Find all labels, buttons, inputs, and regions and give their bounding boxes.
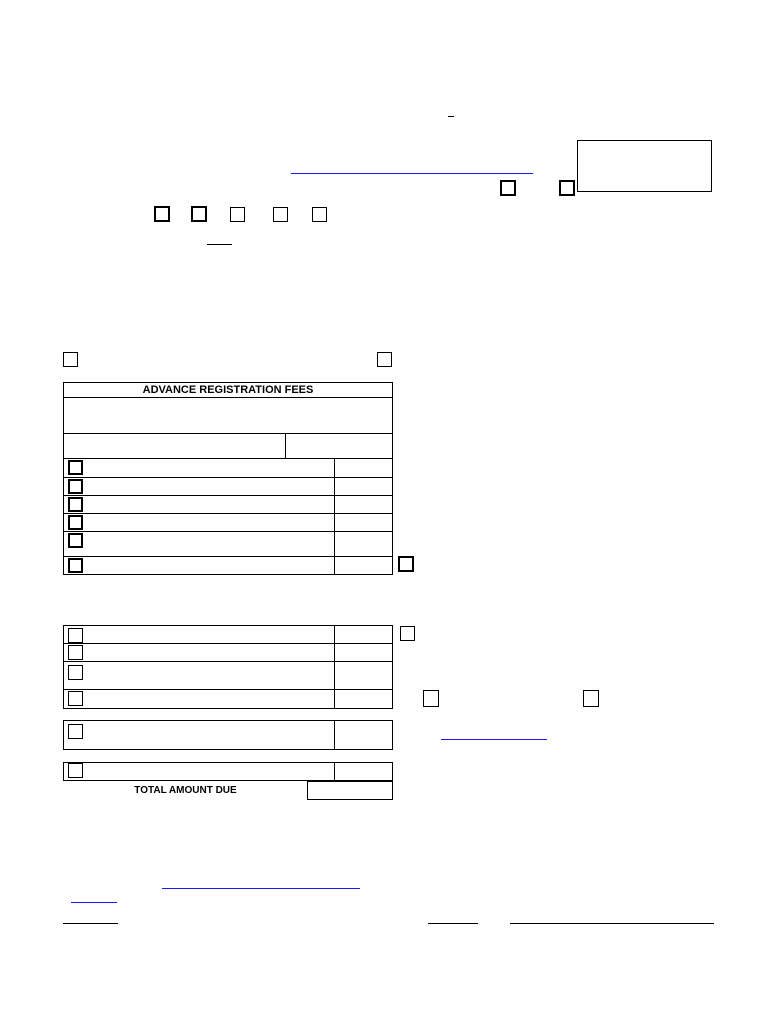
fee-row-9 (63, 662, 393, 690)
email-link-underline[interactable] (291, 173, 533, 174)
footer-link-underline-1[interactable] (162, 888, 360, 889)
fee-row-1 (63, 459, 393, 478)
fee-checkbox-5[interactable] (68, 533, 83, 548)
fee-checkbox-11[interactable] (68, 724, 83, 739)
option-checkbox-b[interactable] (559, 180, 575, 196)
fee-row-6 (63, 557, 393, 575)
fee-checkbox-7[interactable] (68, 628, 83, 643)
option-checkbox-a[interactable] (500, 180, 516, 196)
member-checkbox-right[interactable] (377, 352, 392, 367)
fee-row-8 (63, 644, 393, 662)
total-amount-label: TOTAL AMOUNT DUE (134, 785, 237, 796)
type-checkbox-3[interactable] (230, 207, 245, 222)
subheader-divider (285, 434, 286, 459)
short-underline (207, 244, 232, 245)
member-checkbox-left[interactable] (63, 352, 78, 367)
fees-table-subheader-row (63, 434, 393, 459)
fee-row-11 (63, 720, 393, 750)
fee-checkbox-4[interactable] (68, 515, 83, 530)
fee-checkbox-6[interactable] (68, 558, 83, 573)
payment-checkbox-right[interactable] (583, 690, 599, 707)
amount-column-divider-4 (334, 762, 335, 781)
type-checkbox-5[interactable] (312, 207, 327, 222)
amount-column-divider-1 (334, 459, 335, 575)
fee-checkbox-9[interactable] (68, 665, 83, 680)
fee-checkbox-10[interactable] (68, 691, 83, 706)
small-dash (448, 116, 454, 117)
fee-row-5 (63, 532, 393, 557)
side-checkbox-2[interactable] (400, 626, 415, 641)
side-checkbox-1[interactable] (398, 556, 414, 572)
fee-checkbox-1[interactable] (68, 460, 83, 475)
fees-table-description-row (63, 398, 393, 434)
type-checkbox-4[interactable] (273, 207, 288, 222)
payment-link-underline[interactable] (441, 739, 547, 740)
fee-checkbox-8[interactable] (68, 645, 83, 660)
fee-row-2 (63, 478, 393, 496)
signature-line-left[interactable] (63, 923, 118, 924)
fee-checkbox-12[interactable] (68, 763, 83, 778)
date-line[interactable] (428, 923, 478, 924)
fee-row-3 (63, 496, 393, 514)
total-amount-field[interactable] (307, 781, 393, 800)
fee-row-10 (63, 690, 393, 709)
payment-checkbox-left[interactable] (423, 690, 439, 707)
fee-row-7 (63, 625, 393, 644)
signature-line-right[interactable] (510, 923, 714, 924)
footer-link-underline-2[interactable] (71, 902, 117, 903)
fee-row-12 (63, 762, 393, 781)
fees-table-header: ADVANCE REGISTRATION FEES (63, 382, 393, 398)
fee-checkbox-2[interactable] (68, 479, 83, 494)
office-use-box (577, 140, 712, 192)
fee-row-4 (63, 514, 393, 532)
type-checkbox-1[interactable] (154, 206, 170, 222)
fee-checkbox-3[interactable] (68, 497, 83, 512)
amount-column-divider-3 (334, 720, 335, 750)
amount-column-divider-2 (334, 625, 335, 709)
type-checkbox-2[interactable] (191, 206, 207, 222)
